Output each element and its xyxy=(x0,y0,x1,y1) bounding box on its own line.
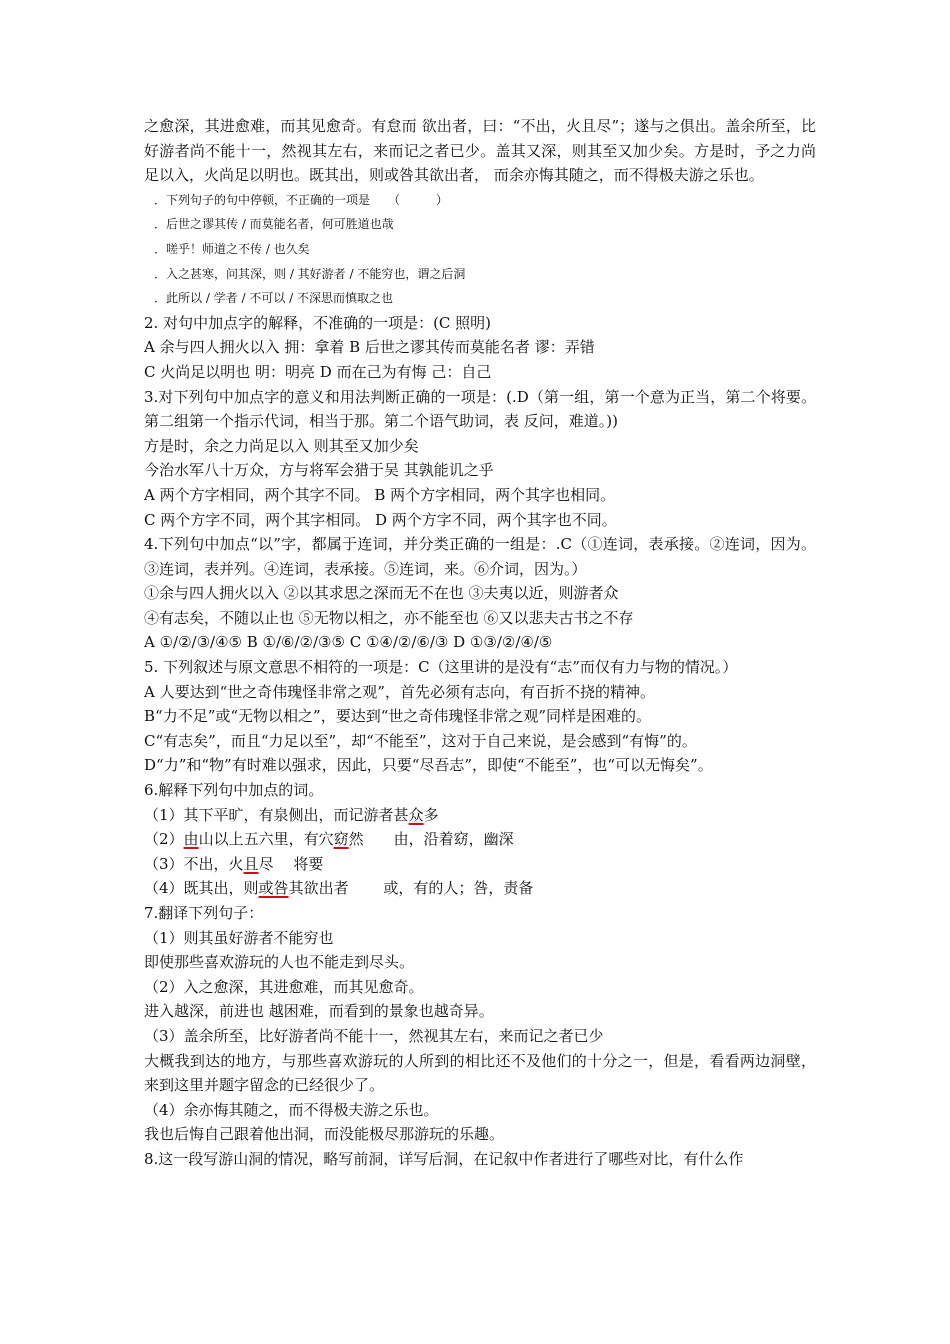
question-7-sentence-1: （1）则其虽好游者不能穷也 xyxy=(144,928,334,947)
question-7-answer-2: 进入越深，前进也 越困难，而看到的景象也越奇异。 xyxy=(144,1002,494,1021)
question-3-options-cd: C 两个方字不同，两个其字相同。 D 两个方字不同，两个其字也不同。 xyxy=(144,510,617,529)
question-6-item-1: （1）其下平旷，有泉侧出，而记游者甚众多 xyxy=(144,805,439,824)
question-7-answer-3: 大概我到达的地方，与那些喜欢游玩的人所到的相比还不及他们的十分之一，但是，看看两边洞壁， 来到这里并题字留念的已经很少了。 xyxy=(144,1051,816,1095)
question-1-option-b: ．嗟乎！师道之不传 / 也久矣 xyxy=(154,241,310,256)
question-2-options-cd: C 火尚足以明也 明：明亮 D 而在己为有悔 己：自己 xyxy=(144,362,492,381)
question-5-option-c: C“有志矣”，而且“力足以至”，却“不能至”，这对于自己来说，是会感到“有悔”的。 xyxy=(144,731,697,750)
dotted-word: 且 xyxy=(243,854,259,873)
dotted-word: 或咎 xyxy=(258,879,289,898)
question-3-sentence-1: 方是时，余之力尚足以入 则其至又加少矣 xyxy=(144,436,419,455)
question-1-option-d: ．此所以 / 学者 / 不可以 / 不深思而慎取之也 xyxy=(154,291,394,306)
question-5-option-a: A 人要达到“世之奇伟瑰怪非常之观”，首先必须有志向，有百折不挠的精神。 xyxy=(144,682,655,701)
question-4-options: A ①/②/③/④⑤ B ①/⑥/②/③⑤ C ①④/②/⑥/③ D ①③/②/④/⑤ xyxy=(144,633,553,652)
question-6-stem: 6.解释下列句中加点的词。 xyxy=(144,781,324,800)
question-7-sentence-4: （4）余亦悔其随之，而不得极夫游之乐也。 xyxy=(144,1100,439,1119)
question-2-stem: 2. 对句中加点字的解释，不准确的一项是：(C 照明) xyxy=(144,313,492,332)
question-6-item-2: （2）由山以上五六里，有穴窈然 由，沿着窈，幽深 xyxy=(144,830,514,849)
question-1-option-c: ．入之甚寒，问其深，则 / 其好游者 / 不能穷也，谓之后洞 xyxy=(154,266,466,281)
document-body xyxy=(144,114,816,1172)
question-7-answer-4: 我也后悔自己跟着他出洞，而没能极尽那游玩的乐趣。 xyxy=(144,1125,505,1144)
question-2-options-ab: A 余与四人拥火以入 拥：拿着 B 后世之谬其传而莫能名者 谬：弄错 xyxy=(144,338,595,357)
question-1-option-a: ．后世之谬其传 / 而莫能名者，何可胜道也哉 xyxy=(154,217,394,232)
question-4-stem: 4.下列句中加点“以”字，都属于连词，并分类正确的一组是：.C（①连词，表承接。②连词，因为。③连词，表并列。④连词，表承接。⑤连词，来。⑥介词，因为。） xyxy=(144,535,816,578)
question-8-stem: 8.这一段写游山洞的情况，略写前洞，详写后洞，在记叙中作者进行了哪些对比，有什么作 xyxy=(144,1149,744,1168)
question-6-item-3: （3）不出，火且尽 将要 xyxy=(144,854,324,873)
question-5-stem: 5. 下列叙述与原文意思不相符的一项是：C（这里讲的是没有“志”而仅有力与物的情况。） xyxy=(144,658,738,677)
question-4-sentences-2: ④有志矣，不随以止也 ⑤无物以相之，亦不能至也 ⑥又以悲夫古书之不存 xyxy=(144,608,634,627)
question-4-sentences-1: ①余与四人拥火以入 ②以其求思之深而无不在也 ③夫夷以近，则游者众 xyxy=(144,584,619,603)
question-7-stem: 7.翻译下列句子： xyxy=(144,904,264,922)
question-5-option-b: B“力不足”或“无物以相之”，要达到“世之奇伟瑰怪非常之观”同样是困难的。 xyxy=(144,707,652,726)
dotted-word: 由 xyxy=(183,830,199,849)
question-3-options-ab: A 两个方字相同，两个其字不同。 B 两个方字相同，两个其字也相同。 xyxy=(144,485,616,504)
question-3-stem: 3.对下列句中加点字的意义和用法判断正确的一项是：(.D（第一组，第一个意为正当，第二个将要。第二组第一个指示代词，相当于那。第二个语气助词，表 反问，难道。)) xyxy=(144,387,816,431)
dotted-word: 窈 xyxy=(333,830,349,849)
question-5-option-d: D“力”和“物”有时难以强求，因此，只要“尽吾志”，即使“不能至”，也“可以无悔矣”。 xyxy=(144,756,713,775)
dotted-word: 众 xyxy=(408,805,424,824)
question-7-answer-1: 即使那些喜欢游玩的人也不能走到尽头。 xyxy=(144,953,415,972)
question-1-stem: ．下列句子的句中停顿，不正确的一项是 （ ） xyxy=(154,192,449,207)
question-3-sentence-2: 今治水军八十万众，方与将军会猎于吴 其孰能讥之乎 xyxy=(144,461,494,480)
question-7-sentence-3: （3）盖余所至，比好游者尚不能十一，然视其左右，来而记之者已少 xyxy=(144,1026,604,1045)
question-7-sentence-2: （2）入之愈深，其进愈难，而其见愈奇。 xyxy=(144,977,424,996)
question-6-item-4: （4）既其出，则或咎其欲出者 或，有的人；咎，责备 xyxy=(144,879,534,898)
passage-paragraph: 之愈深，其进愈难，而其见愈奇。有怠而 欲出者，曰：“不出，火且尽”；遂与之俱出。盖余所至，比好游者尚不能十一，然视其左右，来而记之者已少。盖其又深，则其至又加少矣。方是时，予之力尚足以入，火尚足以明也。既其出，则或咎其欲出者， 而余亦悔其随之，而不得极夫游之乐也。 xyxy=(144,117,816,185)
